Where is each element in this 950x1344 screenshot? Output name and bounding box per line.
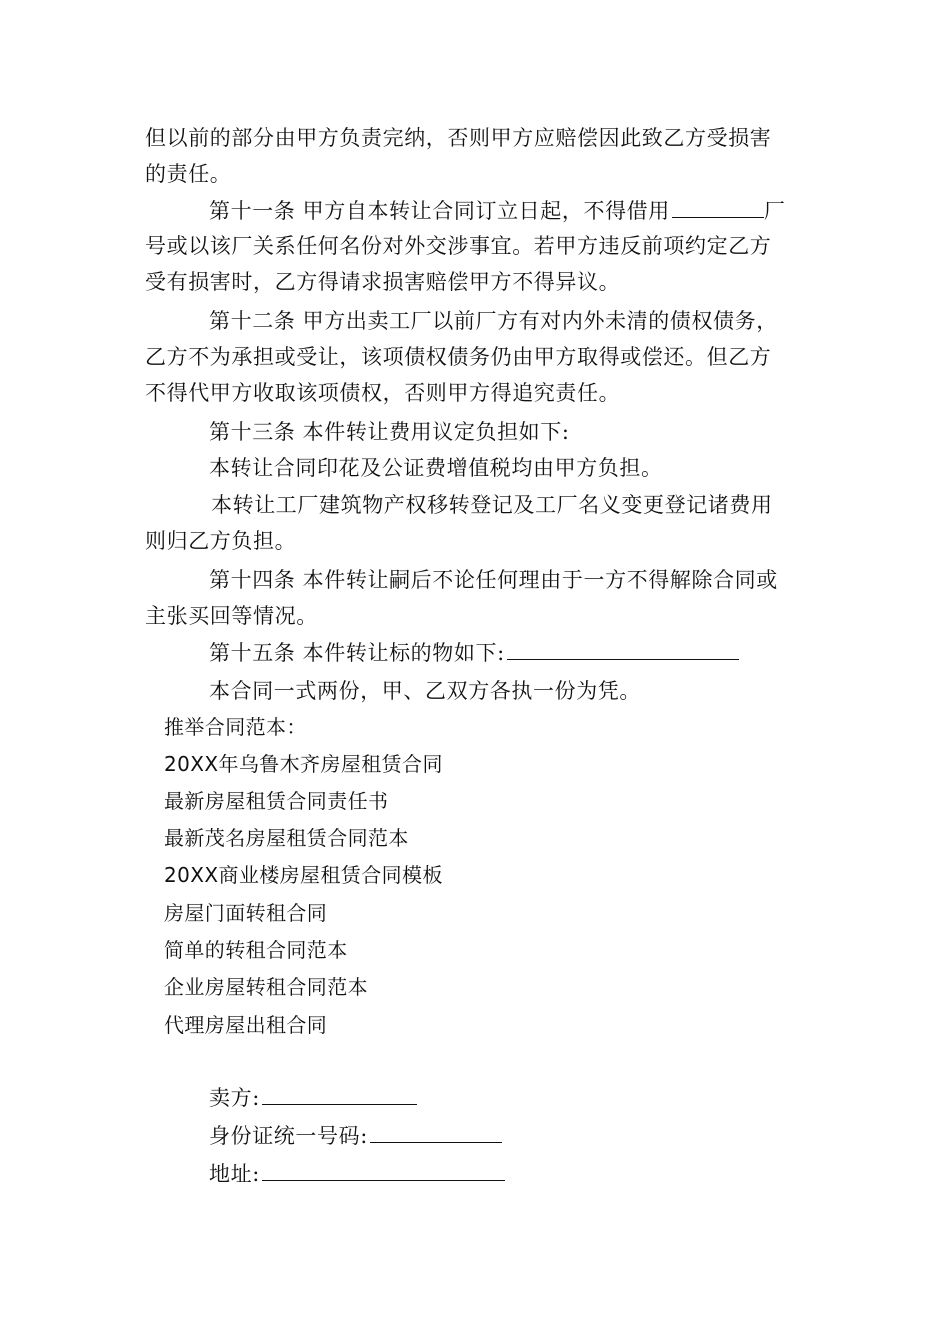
recommend-link[interactable]: 企业房屋转租合同范本 — [164, 975, 368, 999]
id-label: 身份证统一号码: — [209, 1124, 368, 1148]
blank-field — [507, 639, 739, 660]
id-blank — [370, 1122, 502, 1143]
recommend-link[interactable]: 代理房屋出租合同 — [164, 1013, 328, 1037]
paragraph-line: 则归乙方负担。 — [145, 529, 297, 553]
paragraph-line: 乙方不为承担或受让，该项债权债务仍由甲方取得或偿还。但乙方 — [145, 345, 772, 369]
recommend-link[interactable]: 最新茂名房屋租赁合同范本 — [164, 826, 409, 850]
seller-label: 卖方: — [209, 1086, 260, 1110]
article-11-text-end: 厂 — [763, 199, 786, 223]
paragraph-line: 不得代甲方收取该项债权，否则甲方得追究责任。 — [145, 381, 621, 405]
id-line — [209, 1122, 502, 1149]
paragraph-line: 本转让工厂建筑物产权移转登记及工厂名义变更登记诸费用 — [211, 493, 773, 517]
paragraph-line: 本转让合同印花及公证费增值税均由甲方负担。 — [209, 456, 663, 480]
blank-field — [672, 197, 764, 218]
closing-line: 本合同一式两份，甲、乙双方各执一份为凭。 — [209, 679, 641, 703]
recommend-link[interactable]: 简单的转租合同范本 — [164, 938, 348, 962]
article-13-line: 第十三条 本件转让费用议定负担如下: — [209, 420, 570, 444]
paragraph-line: 受有损害时，乙方得请求损害赔偿甲方不得异议。 — [145, 270, 621, 294]
address-label: 地址: — [209, 1162, 260, 1186]
recommend-link[interactable]: 20XX商业楼房屋租赁合同模板 — [164, 863, 443, 887]
address-line — [209, 1160, 505, 1187]
article-11-line — [209, 197, 785, 224]
address-blank — [262, 1160, 505, 1181]
recommend-link[interactable]: 20XX年乌鲁木齐房屋租赁合同 — [164, 752, 443, 776]
paragraph-line: 的责任。 — [145, 162, 232, 186]
article-14-line: 第十四条 本件转让嗣后不论任何理由于一方不得解除合同或 — [209, 568, 778, 592]
article-15-line — [209, 639, 739, 666]
seller-line — [209, 1084, 417, 1111]
article-15-text: 第十五条 本件转让标的物如下: — [209, 641, 505, 665]
paragraph-line: 主张买回等情况。 — [145, 604, 318, 628]
paragraph-line: 号或以该厂关系任何名份对外交涉事宜。若甲方违反前项约定乙方 — [145, 234, 772, 258]
recommend-link[interactable]: 房屋门面转租合同 — [164, 901, 328, 925]
recommend-heading: 推举合同范本： — [164, 715, 307, 739]
paragraph-line: 但以前的部分由甲方负责完纳，否则甲方应赔偿因此致乙方受损害 — [145, 126, 772, 150]
article-11-text: 第十一条 甲方自本转让合同订立日起，不得借用 — [209, 199, 670, 223]
seller-blank — [262, 1084, 417, 1105]
recommend-link[interactable]: 最新房屋租赁合同责任书 — [164, 789, 389, 813]
article-12-line: 第十二条 甲方出卖工厂以前厂方有对内外未清的债权债务， — [209, 309, 778, 333]
